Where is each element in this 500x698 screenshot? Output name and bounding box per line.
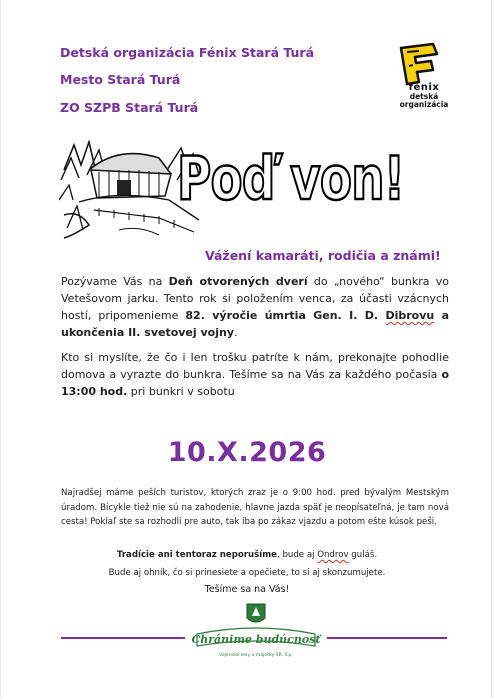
- logo-name: fénix: [408, 82, 440, 93]
- divider-left: [61, 637, 185, 639]
- footer-badge: [189, 602, 323, 664]
- invitation-paragraph: Pozývame Vás na Deň otvorených dverí do „nového“ bunkra vo Vetešovom jarku. Tento rok si položením venca, za účasti vzácnych hostí, pripomenieme 82. výročie úmrtia Gen. I. D. Dibrovu a ukončenia II. svetovej vojny.: [61, 275, 449, 339]
- organizer-fenix: Detská organizácia Fénix Stará Turá: [60, 45, 315, 60]
- headline-pod-von: Poď von!: [177, 144, 405, 214]
- badge-title: Chránime budúcnosť: [191, 633, 321, 646]
- closing-line: Tešíme sa na Vás!: [204, 584, 290, 595]
- divider-right: [327, 637, 447, 639]
- logo-subtitle-1: detská: [409, 92, 439, 101]
- logo-subtitle-2: organizácia: [399, 100, 449, 109]
- campfire-line: Bude aj ohník, čo si prinesiete a opečiete, to si aj skonzumujete.: [108, 568, 386, 578]
- fenix-logo-text: [394, 82, 454, 109]
- organizer-szpb: ZO SZPB Stará Turá: [60, 100, 199, 115]
- event-date: 10.X.2026: [167, 437, 327, 468]
- greeting: Vážení kamaráti, rodičia a známi!: [205, 248, 441, 263]
- organizer-mesto: Mesto Stará Turá: [60, 72, 181, 87]
- travel-info-paragraph: Najradšej máme peších turistov, ktorých zraz je o 9:00 hod. pred bývalým Mestským úradom. Bicykle tiež nie sú na zahodenie, hlavne jazda späť je neopísateľná, je tam nová cesta! Pokiaľ ste sa rozhodli pre auto, tak iba po zákaz vjazdu a potom ešte kúsok peši.: [61, 488, 449, 527]
- tradition-line: Tradície ani tentoraz neporušíme, bude aj Ondrov guláš.: [116, 550, 378, 560]
- call-to-action-paragraph: Kto si myslíte, že čo i len trošku patríte k nám, prekonajte pohodlie domova a vyrazte do bunkra. Tešíme sa na Vás za každého počasia o 13:00 hod. pri bunkri v sobotu: [61, 351, 449, 398]
- badge-subtitle: Vojenské lesy a majetky SR, š.p.: [219, 653, 293, 658]
- forest-shield-icon: [247, 604, 265, 622]
